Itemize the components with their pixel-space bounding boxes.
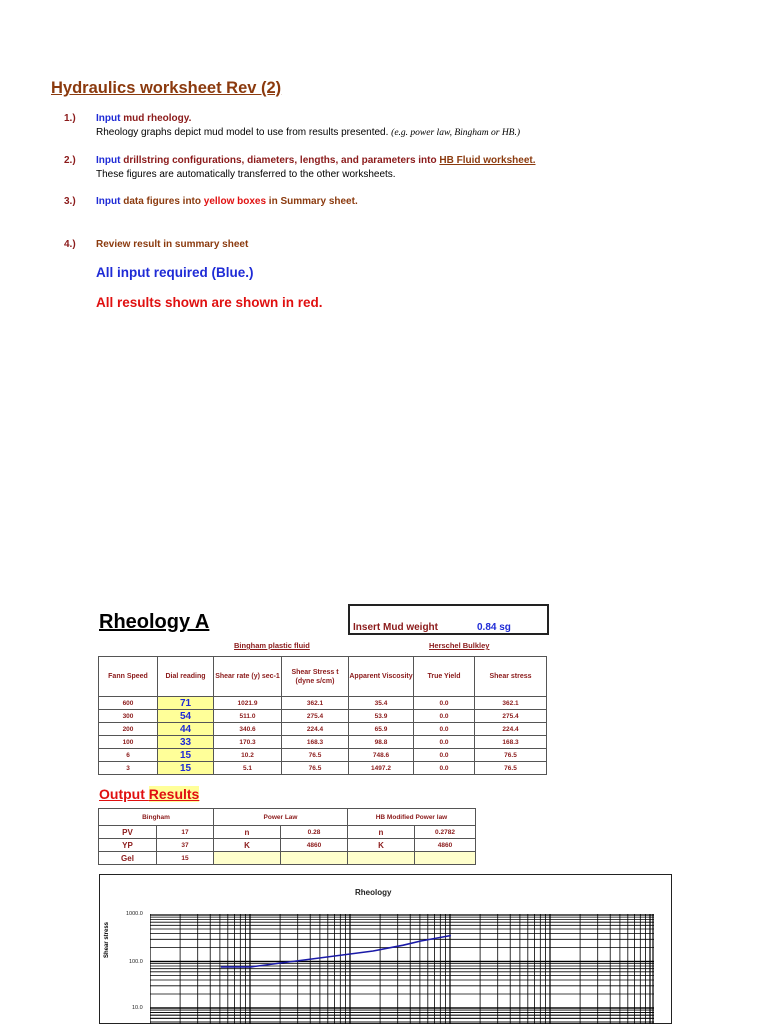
cell: YP	[99, 839, 157, 852]
cell: 600	[99, 697, 158, 710]
cell: 76.5	[282, 762, 349, 775]
cell: 224.4	[282, 723, 349, 736]
step-3-text-b: yellow boxes	[203, 196, 267, 207]
cell: n	[214, 826, 281, 839]
step-3-line1	[96, 196, 358, 207]
mud-weight-label: Insert Mud weight	[353, 622, 438, 633]
cell: 53.9	[349, 710, 414, 723]
step-3-text-c: in Summary sheet.	[266, 196, 358, 207]
header-hb-modified: HB Modified Power law	[348, 809, 476, 826]
table-row	[99, 852, 476, 865]
cell: 168.3	[282, 736, 349, 749]
cell: 200	[99, 723, 158, 736]
cell: 0.0	[414, 710, 475, 723]
series-line	[221, 936, 451, 967]
cell: 340.6	[214, 723, 282, 736]
header-shear-rate: Shear rate (y) sec-1	[214, 657, 282, 697]
cell: 65.9	[349, 723, 414, 736]
step-4-text: Review result in summary sheet	[96, 239, 249, 250]
cell: 362.1	[282, 697, 349, 710]
cell	[348, 852, 415, 865]
header-shear-stress: Shear Stress t (dyne s/cm)	[282, 657, 349, 697]
output-title-b: Results	[148, 786, 200, 802]
rheology-plot	[150, 914, 654, 1024]
cell: 1021.9	[214, 697, 282, 710]
cell: 0.2782	[415, 826, 476, 839]
dial-reading-input[interactable]: 33	[158, 736, 214, 749]
step-1-line2-text: Rheology graphs depict mud model to use from results presented.	[96, 127, 389, 138]
cell: 300	[99, 710, 158, 723]
table-row	[99, 826, 476, 839]
cell: 0.0	[414, 749, 475, 762]
step-3-number: 3.)	[64, 196, 76, 207]
dial-reading-input[interactable]: 71	[158, 697, 214, 710]
step-1-line2	[96, 127, 520, 138]
rheology-title: Rheology A	[99, 611, 210, 633]
dial-reading-input[interactable]: 54	[158, 710, 214, 723]
cell: 100	[99, 736, 158, 749]
step-2-keyword: Input	[96, 155, 121, 166]
step-1-text: mud rheology.	[120, 113, 192, 124]
cell: 0.0	[414, 723, 475, 736]
dial-reading-input[interactable]: 44	[158, 723, 214, 736]
cell: 224.4	[475, 723, 547, 736]
header-bingham: Bingham	[99, 809, 214, 826]
dial-reading-input[interactable]: 15	[158, 762, 214, 775]
cell: 168.3	[475, 736, 547, 749]
cell: 4860	[415, 839, 476, 852]
output-results-title	[99, 786, 199, 802]
cell: n	[348, 826, 415, 839]
header-power-law: Power Law	[214, 809, 348, 826]
y-tick-label: 1000.0	[126, 911, 143, 917]
table-row	[99, 710, 547, 723]
cell: K	[348, 839, 415, 852]
cell	[281, 852, 348, 865]
cell: 76.5	[282, 749, 349, 762]
cell: PV	[99, 826, 157, 839]
step-1-keyword: Input	[96, 113, 121, 124]
header-dial-reading: Dial reading	[158, 657, 214, 697]
input-required-note: All input required (Blue.)	[96, 265, 254, 280]
results-note: All results shown are shown in red.	[96, 295, 323, 310]
table-row	[99, 749, 547, 762]
step-3-text-a: data figures into	[120, 196, 204, 207]
herschel-bulkley-label: Herschel Bulkley	[429, 641, 490, 650]
step-2-number: 2.)	[64, 155, 76, 166]
table-row	[99, 839, 476, 852]
y-tick-label: 10.0	[132, 1005, 143, 1011]
cell: 275.4	[475, 710, 547, 723]
cell: 170.3	[214, 736, 282, 749]
cell: 0.0	[414, 697, 475, 710]
dial-reading-input[interactable]: 15	[158, 749, 214, 762]
header-hb-shear-stress: Shear stress	[475, 657, 547, 697]
cell: 35.4	[349, 697, 414, 710]
step-1-note: (e.g. power law, Bingham or HB.)	[391, 128, 521, 138]
rheology-header-row	[99, 657, 547, 697]
cell: 5.1	[214, 762, 282, 775]
cell: Gel	[99, 852, 157, 865]
rheology-table	[98, 656, 547, 775]
cell: 17	[157, 826, 214, 839]
cell: 76.5	[475, 749, 547, 762]
cell: 10.2	[214, 749, 282, 762]
cell	[415, 852, 476, 865]
step-1-number: 1.)	[64, 113, 76, 124]
chart-y-label: Shear stress	[104, 921, 110, 958]
cell: 15	[157, 852, 214, 865]
output-title-a: Output	[99, 786, 149, 802]
cell: 1497.2	[349, 762, 414, 775]
cell: 748.6	[349, 749, 414, 762]
cell: 275.4	[282, 710, 349, 723]
step-2-text: drillstring configurations, diameters, lengths, and parameters into	[120, 155, 440, 166]
output-header-row	[99, 809, 476, 826]
cell: 0.0	[414, 736, 475, 749]
chart-title: Rheology	[355, 888, 392, 897]
cell: 0.0	[414, 762, 475, 775]
step-2-line1	[96, 155, 536, 166]
step-4-number: 4.)	[64, 239, 76, 250]
cell: 4860	[281, 839, 348, 852]
y-tick-label: 100.0	[129, 959, 143, 965]
cell: 37	[157, 839, 214, 852]
cell	[214, 852, 281, 865]
output-table	[98, 808, 476, 865]
table-row	[99, 762, 547, 775]
cell: 76.5	[475, 762, 547, 775]
header-fann-speed: Fann Speed	[99, 657, 158, 697]
header-true-yield: True Yield	[414, 657, 475, 697]
step-2-line2: These figures are automatically transferred to the other worksheets.	[96, 169, 396, 180]
cell: 362.1	[475, 697, 547, 710]
step-1-line1	[96, 113, 191, 124]
cell: 0.28	[281, 826, 348, 839]
page-title: Hydraulics worksheet Rev (2)	[51, 79, 282, 97]
table-row	[99, 723, 547, 736]
step-3-keyword: Input	[96, 196, 121, 207]
cell: 98.8	[349, 736, 414, 749]
cell: 511.0	[214, 710, 282, 723]
mud-weight-value[interactable]: 0.84 sg	[477, 622, 511, 633]
cell: K	[214, 839, 281, 852]
table-row	[99, 736, 547, 749]
header-apparent-viscosity: Apparent Viscosity	[349, 657, 414, 697]
bingham-plastic-label: Bingham plastic fluid	[234, 641, 310, 650]
cell: 3	[99, 762, 158, 775]
hb-fluid-worksheet-link[interactable]: HB Fluid worksheet.	[439, 155, 536, 166]
cell: 6	[99, 749, 158, 762]
mud-weight-box[interactable]	[348, 604, 549, 635]
table-row	[99, 697, 547, 710]
